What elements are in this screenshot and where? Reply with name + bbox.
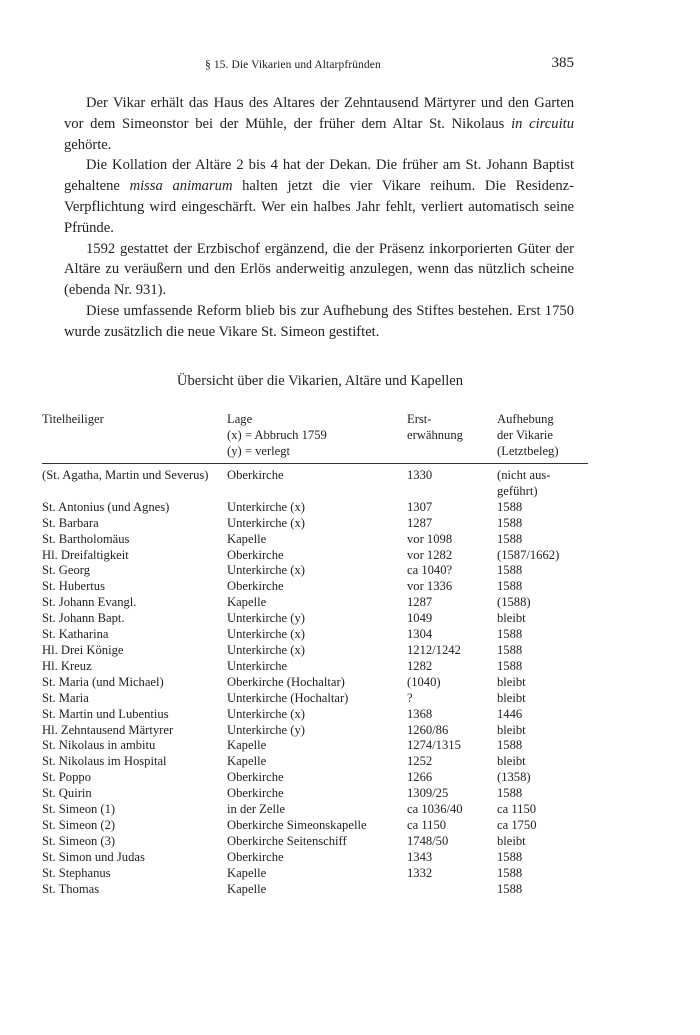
cell-aufhebung: bleibt [497,611,526,626]
paragraph-3: 1592 gestattet der Erzbischof ergänzend, die der Präsenz inkorporierten Güter der Altäre zu veräußern und den Erlös anderweitig anzulegen, wenn das nützlich scheine (ebenda Nr. 931). [64,240,574,299]
table-row [42,563,588,579]
cell-lage: Unterkirche (x) [227,642,305,657]
cell-ersterwaehnung: ? [407,690,413,705]
table-row [42,611,588,627]
cell-lage: Unterkirche (y) [227,722,305,737]
table-row [42,579,588,595]
cell-ersterwaehnung: 1309/25 [407,786,449,801]
cell-ersterwaehnung: (1040) [407,674,441,689]
cell-titelheiliger: St. Johann Evangl. [42,595,137,610]
cell-lage: Kapelle [227,881,267,896]
cell-ersterwaehnung: 1307 [407,499,433,514]
cell-ersterwaehnung: 1260/86 [407,722,449,737]
cell-lage: Unterkirche (x) [227,706,305,721]
paragraph-2-italic: missa animarum [129,178,233,195]
cell-ersterwaehnung: 1287 [407,595,433,610]
cell-titelheiliger: St. Thomas [42,881,100,896]
cell-lage: Unterkirche (x) [227,627,305,642]
cell-titelheiliger: St. Simon und Judas [42,849,145,864]
cell-aufhebung: bleibt [497,754,526,769]
cell-aufhebung: 1588 [497,499,523,514]
cell-lage: Unterkirche (Hochaltar) [227,690,349,705]
paragraph-1-text-a: Der Vikar erhält das Haus des Altares der Zehntausend Märtyrer und den Garten vor dem Simeonstor bei der Mühle, der früher dem Altar St. Nikolaus [64,95,574,132]
cell-titelheiliger: St. Katharina [42,627,109,642]
cell-titelheiliger: St. Bartholomäus [42,531,130,546]
cell-aufhebung: ca 1150 [497,802,537,817]
table-row [42,548,588,564]
table-row [42,659,588,675]
cell-titelheiliger: St. Quirin [42,786,92,801]
header-ersterwaehnung: Erst- erwähnung [407,411,497,464]
cell-ersterwaehnung: 1332 [407,865,433,880]
cell-aufhebung: bleibt [497,722,526,737]
table-row [42,882,588,898]
cell-aufhebung: (1588) [497,595,531,610]
altar-table [42,411,588,897]
cell-lage: Kapelle [227,531,267,546]
cell-aufhebung: (1358) [497,770,531,785]
cell-lage: Kapelle [227,595,267,610]
table-row [42,834,588,850]
cell-aufhebung: 1588 [497,738,523,753]
paragraph-1-text-b: gehörte. [64,136,112,153]
cell-aufhebung: bleibt [497,690,526,705]
table-header-row [42,411,588,464]
cell-lage: Unterkirche (x) [227,563,305,578]
cell-lage: Unterkirche [227,658,288,673]
cell-ersterwaehnung: 1212/1242 [407,642,461,657]
cell-ersterwaehnung: vor 1098 [407,531,453,546]
cell-lage: Unterkirche (y) [227,611,305,626]
table-header [42,411,588,464]
cell-ersterwaehnung: 1282 [407,658,433,673]
cell-titelheiliger: St. Georg [42,563,91,578]
cell-ersterwaehnung: 1368 [407,706,433,721]
cell-aufhebung: 1588 [497,849,523,864]
cell-ersterwaehnung: 1287 [407,515,433,530]
cell-aufhebung: 1588 [497,531,523,546]
table-row [42,627,588,643]
cell-aufhebung: (nicht aus- geführt) [497,468,551,498]
cell-ersterwaehnung: 1252 [407,754,433,769]
cell-aufhebung: 1446 [497,706,523,721]
table-row [42,691,588,707]
table-row [42,500,588,516]
cell-aufhebung: (1587/1662) [497,547,560,562]
cell-lage: Oberkirche [227,770,284,785]
table-row [42,516,588,532]
cell-aufhebung: 1588 [497,579,523,594]
cell-lage: Kapelle [227,754,267,769]
cell-lage: Oberkirche [227,786,284,801]
table-row [42,707,588,723]
cell-titelheiliger: St. Antonius (und Agnes) [42,499,170,514]
table-row [42,532,588,548]
cell-titelheiliger: St. Johann Bapt. [42,611,125,626]
cell-lage: Unterkirche (x) [227,499,305,514]
header-lage: Lage (x) = Abbruch 1759 (y) = verlegt [227,411,407,464]
table-row [42,738,588,754]
cell-aufhebung: 1588 [497,627,523,642]
cell-aufhebung: 1588 [497,786,523,801]
table-row [42,850,588,866]
table-row [42,675,588,691]
table-row [42,802,588,818]
cell-titelheiliger: (St. Agatha, Martin und Severus) [42,468,209,482]
table-row [42,595,588,611]
cell-lage: Unterkirche (x) [227,515,305,530]
cell-titelheiliger: St. Simeon (2) [42,817,116,832]
cell-titelheiliger: St. Maria [42,690,89,705]
cell-titelheiliger: St. Simeon (3) [42,833,116,848]
cell-titelheiliger: St. Nikolaus in ambitu [42,738,156,753]
header-aufhebung: Aufhebung der Vikarie (Letztbeleg) [497,411,588,464]
cell-lage: Kapelle [227,738,267,753]
paragraph-4: Diese umfassende Reform blieb bis zur Aufhebung des Stiftes bestehen. Erst 1750 wurde zusätzlich die neue Vikare St. Simeon gestiftet. [64,302,574,340]
cell-ersterwaehnung: vor 1336 [407,579,453,594]
cell-aufhebung: 1588 [497,515,523,530]
cell-titelheiliger: St. Nikolaus im Hospital [42,754,167,769]
cell-aufhebung: bleibt [497,674,526,689]
cell-titelheiliger: Hl. Zehntausend Märtyrer [42,722,174,737]
cell-ersterwaehnung: 1330 [407,468,433,482]
cell-aufhebung: ca 1750 [497,817,537,832]
paragraph-1-italic: in circuitu [511,115,574,132]
cell-titelheiliger: St. Martin und Lubentius [42,706,169,721]
cell-lage: Oberkirche (Hochaltar) [227,674,345,689]
cell-aufhebung: 1588 [497,658,523,673]
table-row [42,754,588,770]
cell-lage: Kapelle [227,865,267,880]
cell-lage: Oberkirche [227,579,284,594]
table-row [42,786,588,802]
running-head: § 15. Die Vikarien und Altarpfründen [205,59,381,71]
cell-titelheiliger: Hl. Dreifaltigkeit [42,547,129,562]
paragraph-2 [64,155,574,238]
body-text [64,93,574,343]
cell-aufhebung: 1588 [497,881,523,896]
cell-titelheiliger: St. Poppo [42,770,91,785]
table-row [42,723,588,739]
cell-ersterwaehnung: 1266 [407,770,433,785]
page-number: 385 [551,55,574,71]
table-row [42,770,588,786]
cell-titelheiliger: St. Barbara [42,515,99,530]
cell-ersterwaehnung: ca 1150 [407,817,447,832]
cell-ersterwaehnung: vor 1282 [407,547,453,562]
paragraph-2-text-b: halten jetzt die vier Vikare reihum. Die Residenz-Verpflichtung wird eingeschärft. Wer ein halbes Jahr fehlt, verliert automatisch seine Pfründe. [64,178,574,236]
cell-lage: Oberkirche Simeonskapelle [227,817,367,832]
paragraph-1 [64,93,574,155]
cell-lage: Oberkirche [227,468,284,482]
cell-aufhebung: bleibt [497,833,526,848]
table-title: Übersicht über die Vikarien, Altäre und Kapellen [176,373,464,389]
cell-ersterwaehnung: ca 1036/40 [407,802,463,817]
cell-ersterwaehnung: 1304 [407,627,433,642]
table-row [42,866,588,882]
cell-titelheiliger: St. Hubertus [42,579,105,594]
cell-ersterwaehnung: 1274/1315 [407,738,461,753]
cell-titelheiliger: St. Stephanus [42,865,111,880]
cell-aufhebung: 1588 [497,865,523,880]
paragraph-2-text-a: Die Kollation der Altäre 2 bis 4 hat der Dekan. Die früher am St. Johann Baptist gehaltene [64,157,574,195]
header-titelheiliger: Titelheiliger [42,411,227,464]
altar-table-wrap [42,411,588,897]
cell-lage: in der Zelle [227,802,286,817]
cell-lage: Oberkirche Seitenschiff [227,833,347,848]
table-body [42,464,588,898]
cell-ersterwaehnung: 1748/50 [407,833,449,848]
table-row [42,464,588,500]
cell-titelheiliger: St. Maria (und Michael) [42,674,164,689]
cell-lage: Oberkirche [227,849,284,864]
cell-lage: Oberkirche [227,547,284,562]
cell-ersterwaehnung: 1343 [407,849,433,864]
cell-ersterwaehnung [407,882,497,898]
cell-titelheiliger: Hl. Drei Könige [42,642,124,657]
cell-aufhebung: 1588 [497,642,523,657]
table-row [42,818,588,834]
table-row [42,643,588,659]
cell-aufhebung: 1588 [497,563,523,578]
cell-titelheiliger: St. Simeon (1) [42,802,116,817]
cell-ersterwaehnung: ca 1040? [407,563,453,578]
cell-ersterwaehnung: 1049 [407,611,433,626]
cell-titelheiliger: Hl. Kreuz [42,658,92,673]
